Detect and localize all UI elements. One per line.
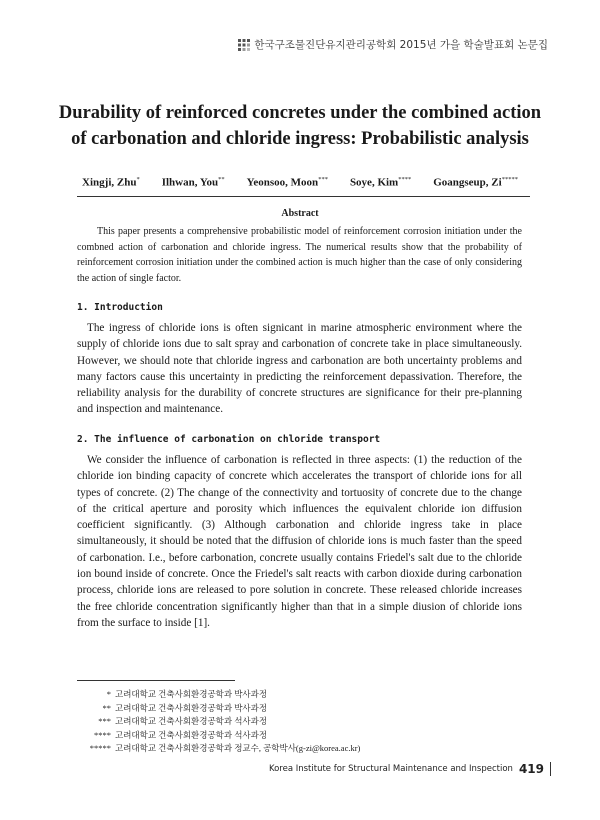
author: Ilhwan, You** — [161, 176, 225, 189]
footnote: **** 고려대학교 건축사회환경공학과 석사과정 — [94, 729, 268, 740]
running-footer — [269, 762, 551, 776]
title-line-2: of carbonation and chloride ingress: Probabilistic analysis — [71, 129, 529, 149]
running-header — [238, 37, 548, 52]
footer-institute: Korea Institute for Structural Maintenance and Inspection — [268, 764, 513, 774]
dotted-grid-logo-icon — [238, 39, 250, 51]
section-heading-introduction: 1. Introduction — [77, 302, 163, 313]
author-list — [0, 176, 600, 189]
author: Xingji, Zhu* — [82, 176, 140, 189]
abstract-heading: Abstract — [281, 208, 319, 219]
section-text-introduction: The ingress of chloride ions is often signicant in marine atmospheric environment where the supply of chloride ions due to salt spray and carbonation of concrete take in place simultaneously. However, we should note that chloride ingress and carbonation are both uncertainty problems and many factors cause this uncertainty in predicting the reinforcement depassivation. Therefore, the reliability analysis for the durability of concrete structures are significance for their pre-planning and inspection and maintenance. — [77, 322, 522, 416]
footnote: *** 고려대학교 건축사회환경공학과 석사과정 — [98, 716, 268, 726]
footnote: ***** 고려대학교 건축사회환경공학과 정교수, 공학박사(g-zi@korea.ac.kr) — [89, 743, 361, 753]
header-text: 한국구조물진단유지관리공학회 2015년 가을 학술발표회 논문집 — [254, 39, 548, 51]
title-line-1: Durability of reinforced concretes under the combined action — [58, 103, 542, 123]
abstract-text: This paper presents a comprehensive probabilistic model of reinforcement corrosion initiation under the combned action of carbonation and chloride ingress. The numerical results show that the probability of reinforcement corrosion initiation under the combined action is much higher than the case of only considering the action of single factor. — [77, 226, 522, 284]
footnote-list — [77, 688, 477, 756]
title-divider — [77, 196, 530, 197]
footnote: ** 고려대학교 건축사회환경공학과 박사과정 — [102, 702, 268, 713]
footnote: * 고려대학교 건축사회환경공학과 박사과정 — [106, 689, 268, 699]
footnote-divider — [77, 680, 235, 681]
footer-bar — [550, 762, 551, 776]
section-text-carbonation: We consider the influence of carbonation is reflected in three aspects: (1) the reduction of the chloride ion binding capacity of concrete which accelerates the transport of chloride ions for all types of concrete. (2) The change of the connectivity and tortuosity of concrete due to the change of the critical aperture and porosity which influences the equivalent chloride ion diffusion coefficient significantly. (3) Although carbonation and chloride ingress take in place simultaneously, it should be noted that the diffusion of chloride ions is much faster than the speed of carbonation. I.e., before carbonation, concrete usually contains Friedel's salt due to the chloride ion bound inside of concrete. Once the Friedel's salt reacts with carbon dioxide during carbonation process, chloride ions are released to pore solution in concrete. These released chloride increases the free chloride concentration significantly higher than that in a simple diusion of chloride ions from the surface to inside [1]. — [77, 454, 522, 629]
author: Yeonsoo, Moon*** — [246, 176, 328, 189]
section-heading-carbonation: 2. The influence of carbonation on chloride transport — [77, 434, 381, 445]
author: Soye, Kim**** — [349, 176, 412, 189]
paper-title — [0, 100, 600, 152]
author: Goangseup, Zi***** — [433, 176, 518, 189]
page-number: 419 — [518, 762, 544, 776]
